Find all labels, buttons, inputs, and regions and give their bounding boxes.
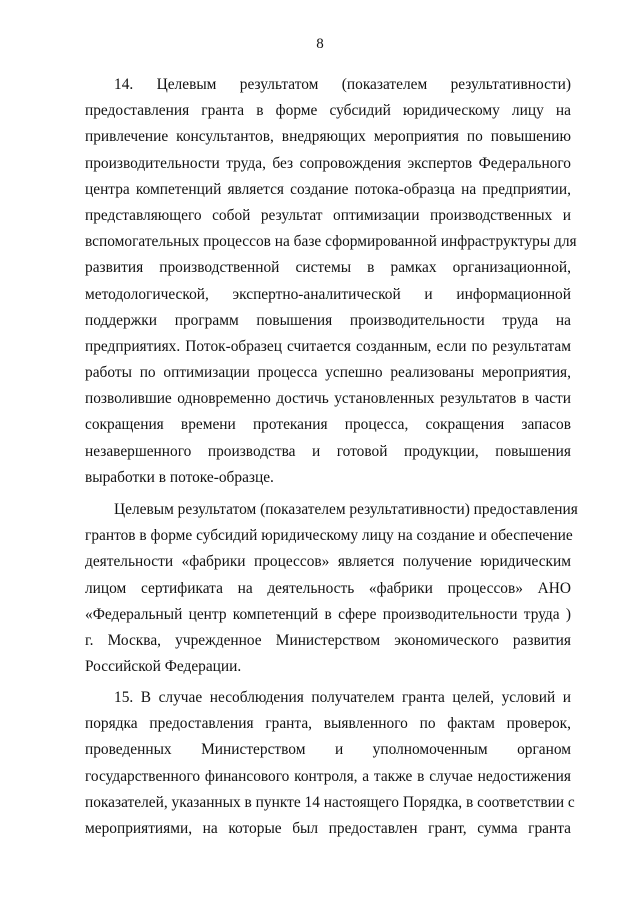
text-line: проведенных Министерством и уполномоченным органом: [85, 741, 571, 759]
text-line: показателей, указанных в пункте 14 настоящего Порядка, в соответствии с: [85, 793, 575, 811]
text-line: центра компетенций является создание потока-образца на предприятии,: [85, 180, 571, 198]
text-line: методологической, экспертно-аналитической и информационной: [85, 285, 571, 303]
text-line: порядка предоставления гранта, выявленного по фактам проверок,: [85, 715, 571, 733]
text-line: привлечение консультантов, внедряющих мероприятия по повышению: [85, 128, 571, 146]
text-line: сокращения времени протекания процесса, сокращения запасов: [85, 416, 571, 434]
text-line: государственного финансового контроля, а также в случае недостижения: [85, 767, 571, 785]
text-line: позволившие одновременно достичь установленных результатов в части: [85, 390, 571, 408]
text-line: незавершенного производства и готовой продукции, повышения: [85, 442, 571, 460]
text-line: грантов в форме субсидий юридическому лицу на создание и обеспечение: [85, 527, 573, 545]
text-line: предоставления гранта в форме субсидий юридическому лицу на: [85, 102, 571, 120]
text-line: 15. В случае несоблюдения получателем гранта целей, условий и: [114, 689, 571, 706]
text-line: мероприятиями, на которые был предоставлен грант, сумма гранта: [85, 819, 571, 837]
paragraph-15: [85, 685, 575, 842]
paragraph-14-continued: [85, 497, 578, 680]
text-line: Российской Федерации.: [85, 658, 242, 676]
page-number: 8: [316, 36, 324, 52]
text-line: г. Москва, учрежденное Министерством экономического развития: [85, 631, 571, 649]
text-line: «Федеральный центр компетенций в сфере производительности труда ): [85, 605, 571, 623]
text-line: Целевым результатом (показателем результативности) предоставления: [114, 501, 578, 518]
text-line: выработки в потоке-образце.: [85, 468, 274, 486]
text-line: лицом сертификата на деятельность «фабрики процессов» АНО: [85, 579, 571, 597]
text-line: вспомогательных процессов на базе сформированной инфраструктуры для: [85, 233, 577, 251]
paragraph-14: [85, 72, 577, 491]
text-line: предприятиях. Поток-образец считается созданным, если по результатам: [85, 337, 571, 355]
text-line: развития производственной системы в рамках организационной,: [85, 259, 571, 277]
text-line: представляющего собой результат оптимизации производственных и: [85, 206, 571, 224]
text-line: производительности труда, без сопровождения экспертов Федерального: [85, 154, 571, 172]
text-line: поддержки программ повышения производительности труда на: [85, 311, 571, 329]
text-line: работы по оптимизации процесса успешно реализованы мероприятия,: [85, 364, 571, 382]
text-line: деятельности «фабрики процессов» является получение юридическим: [85, 553, 571, 571]
text-line: 14. Целевым результатом (показателем результативности): [114, 76, 571, 93]
